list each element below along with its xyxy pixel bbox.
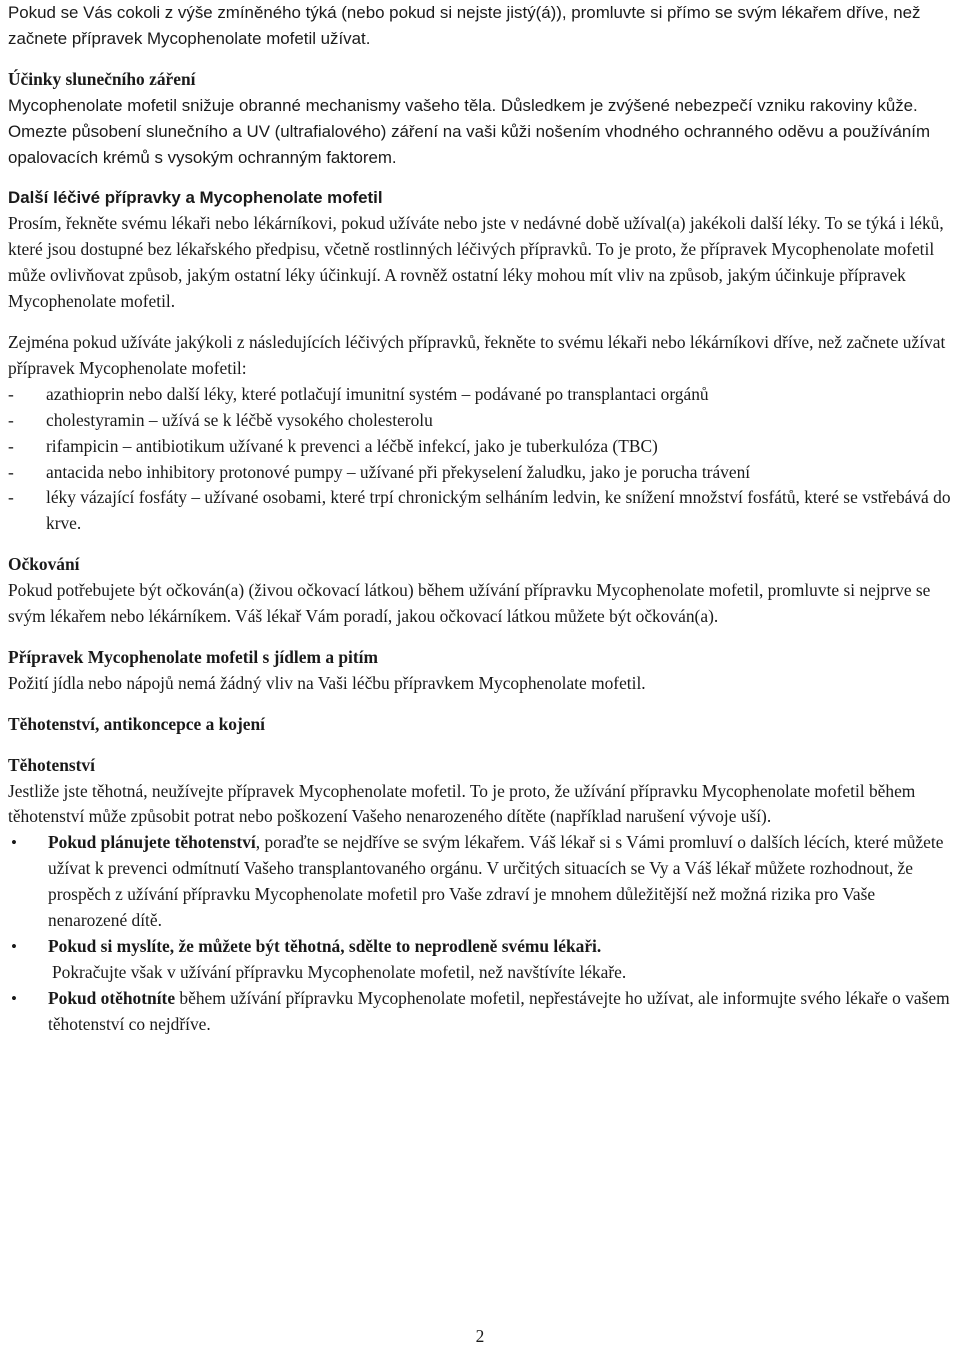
- list-item-text: cholestyramin – užívá se k léčbě vysokého cholesterolu: [46, 409, 433, 430]
- other-meds-section: [8, 185, 954, 315]
- especially-text: Zejména pokud užíváte jakýkoli z následujících léčivých přípravků, řekněte to svému lékaři nebo lékárníkovi dříve, než začnete užívat přípravek Mycophenolate mofetil:: [8, 331, 946, 378]
- intro-paragraph: Pokud se Vás cokoli z výše zmíněného týká (nebo pokud si nejste jistý(á)), promluvte si přímo se svým lékařem dříve, než začnete přípravek Mycophenolate mofetil užívat.: [8, 3, 921, 48]
- list-item: [8, 934, 954, 960]
- list-item-text: azathioprin nebo další léky, které potlačují imunitní systém – podávané po transplantaci orgánů: [46, 383, 709, 404]
- sun-section: [8, 67, 954, 171]
- food-section: [8, 645, 954, 697]
- pregnancy-text: Jestliže jste těhotná, neužívejte přípravek Mycophenolate mofetil. To je proto, že užívání přípravku Mycophenolate mofetil během těhotenství může způsobit potrat nebo poškození Vašeho nenarozeného dítěte (například narušení vývoje uší).: [8, 780, 916, 827]
- bullet-continuation: Pokračujte však v užívání přípravku Mycophenolate mofetil, než navštívíte lékaře.: [52, 961, 627, 982]
- sun-text: Mycophenolate mofetil snižuje obranné mechanismy vašeho těla. Důsledkem je zvýšené nebezpečí vzniku rakoviny kůže. Omezte působení slunečního a UV (ultrafialového) záření na vaši kůži nošením vhodného ochranného oděvu a používáním opalovacích krémů s vysokým ochranným faktorem.: [8, 95, 931, 167]
- list-item-text: léky vázající fosfáty – užívané osobami, které trpí chronickým selháním ledvin, ke snížení množství fosfátů, které se vstřebává do krve.: [46, 487, 951, 534]
- dash-marker: -: [8, 487, 14, 508]
- other-meds-text: Prosím, řekněte svému lékaři nebo lékárníkovi, pokud užíváte nebo jste v nedávné době užíval(a) jakékoli další léky. To se týká i léků, které jsou dostupné bez lékařského předpisu, včetně rostlinných léčivých přípravků. To je proto, že přípravek Mycophenolate mofetil může ovlivňovat způsob, jakým ostatní léky účinkují. A rovněž ostatní léky mohou mít vliv na způsob, jakým účinkuje přípravek Mycophenolate mofetil.: [8, 213, 944, 312]
- list-item: [8, 986, 954, 1038]
- vaccine-text: Pokud potřebujete být očkován(a) (živou očkovací látkou) během užívání přípravku Mycophenolate mofetil, promluvte si nejprve se svým lékařem nebo lékárníkem. Váš lékař Vám poradí, jakou očkovací látkou můžete být očkován(a).: [8, 580, 931, 627]
- bullet-text: během užívání přípravku Mycophenolate mofetil, nepřestávejte ho užívat, ale informujte svého lékaře o vašem těhotenství co nejdříve.: [48, 987, 950, 1034]
- food-heading: Přípravek Mycophenolate mofetil s jídlem a pitím: [8, 646, 378, 667]
- food-text: Požití jídla nebo nápojů nemá žádný vliv na Vaši léčbu přípravkem Mycophenolate mofetil.: [8, 672, 646, 693]
- list-item: [8, 830, 954, 934]
- especially-section: [8, 330, 954, 537]
- list-item: [8, 485, 954, 537]
- list-item: [8, 460, 954, 486]
- bullet-marker: •: [11, 833, 17, 853]
- bullet-bold: Pokud si myslíte, že můžete být těhotná, sdělte to neprodleně svému lékaři.: [48, 936, 602, 956]
- dash-marker: -: [8, 435, 14, 456]
- list-item: [8, 408, 954, 434]
- bullet-bold: Pokud otěhotníte: [48, 987, 176, 1008]
- bullet-marker: •: [11, 988, 17, 1008]
- pregnancy-bullets: [8, 830, 954, 960]
- dash-marker: -: [8, 461, 14, 482]
- pregnancy-section-title: Těhotenství, antikoncepce a kojení: [8, 713, 265, 734]
- vaccine-heading: Očkování: [8, 554, 80, 575]
- list-item-text: antacida nebo inhibitory protonové pumpy – užívané při překyselení žaludku, jako je porucha trávení: [46, 461, 751, 482]
- sun-heading: Účinky slunečního záření: [8, 68, 196, 89]
- bullet-text: , poraďte se nejdříve se svým lékařem. Váš lékař si s Vámi promluví o dalších lécích, které můžete užívat k prevenci odmítnutí Vašeho transplantovaného orgánu. V určitých situacích se Vy a Váš lékař můžete rozhodnout, že prospěch z užívání přípravku Mycophenolate mofetil pro Vaše zdraví je mnohem důležitější než možná rizika pro Vaše nenarozené dítě.: [48, 832, 944, 931]
- vaccine-section: [8, 552, 954, 630]
- list-item: [8, 382, 954, 408]
- dash-marker: -: [8, 383, 14, 404]
- bullet-bold: Pokud plánujete těhotenství: [48, 832, 256, 853]
- pregnancy-section: [8, 753, 954, 1038]
- pregnancy-heading: Těhotenství: [8, 754, 95, 775]
- list-item-text: rifampicin – antibiotikum užívané k prevenci a léčbě infekcí, jako je tuberkulóza (TBC): [46, 435, 658, 456]
- page-number: 2: [475, 1326, 485, 1346]
- dash-marker: -: [8, 409, 14, 430]
- other-meds-heading: Další léčivé přípravky a Mycophenolate mofetil: [8, 188, 383, 208]
- drug-list: [8, 382, 954, 537]
- bullet-marker: •: [11, 937, 17, 956]
- pregnancy-bullets-2: [8, 986, 954, 1038]
- list-item: [8, 434, 954, 460]
